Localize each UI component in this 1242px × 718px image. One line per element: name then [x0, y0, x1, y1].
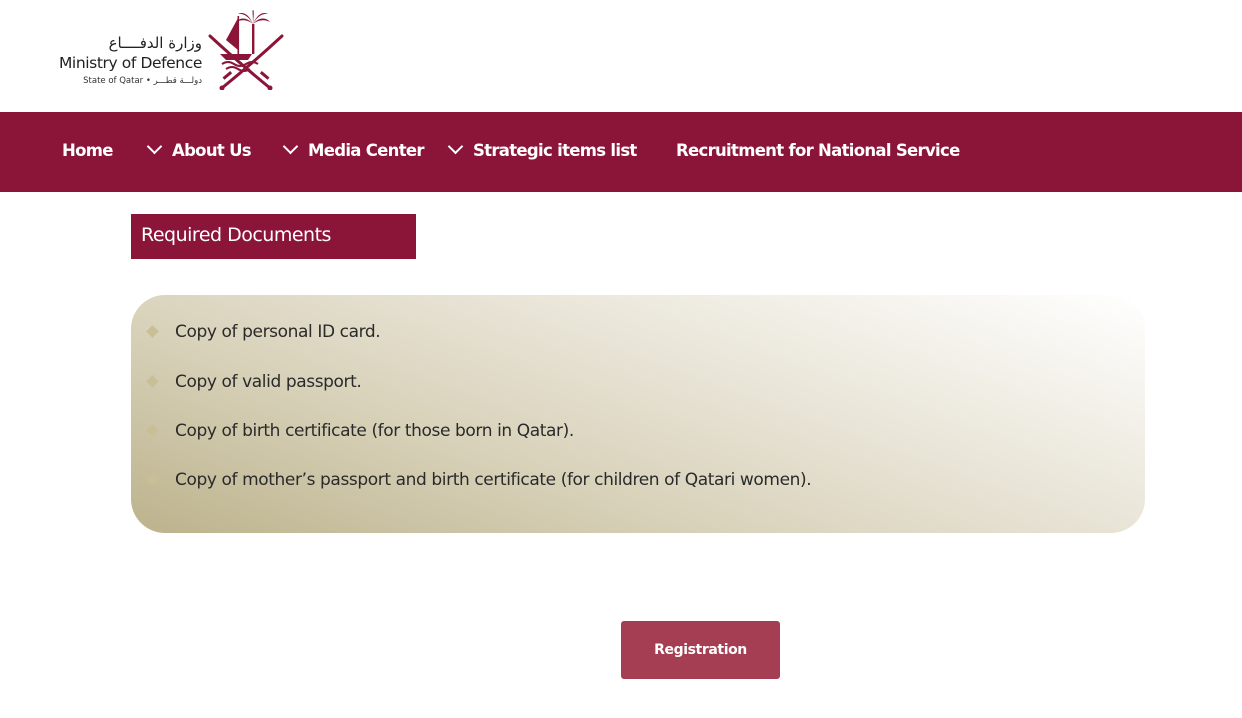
diamond-bullet-icon — [146, 473, 159, 486]
main-navigation — [0, 112, 1242, 192]
diamond-bullet-icon — [146, 375, 159, 388]
document-text: Copy of birth certificate (for those born in Qatar). — [175, 421, 574, 441]
nav-item-label: Strategic items list — [473, 141, 637, 160]
document-text: Copy of personal ID card. — [175, 322, 381, 342]
nav-item-home[interactable] — [62, 112, 113, 192]
qatar-emblem-icon — [208, 10, 284, 90]
nav-item-label: Recruitment for National Service — [676, 141, 960, 160]
nav-item-label: About Us — [172, 141, 251, 160]
document-text: Copy of mother’s passport and birth certificate (for children of Qatari women). — [175, 470, 812, 490]
chevron-down-icon — [448, 139, 464, 155]
nav-item-recruitment[interactable] — [676, 112, 960, 192]
registration-button[interactable]: Registration — [621, 621, 780, 679]
nav-item-label: Home — [62, 141, 113, 160]
ministry-logo[interactable] — [58, 10, 284, 90]
logo-subtitle: State of Qatar • دولـــة قطـــر — [83, 76, 202, 86]
logo-english-name: Ministry of Defence — [58, 54, 202, 72]
chevron-down-icon — [147, 139, 163, 155]
diamond-bullet-icon — [146, 424, 159, 437]
nav-item-about-us[interactable] — [149, 112, 251, 192]
nav-item-media-center[interactable] — [285, 112, 424, 192]
logo-arabic-name: وزارة الدفــــاع — [108, 34, 202, 52]
nav-item-label: Media Center — [308, 141, 424, 160]
document-text: Copy of valid passport. — [175, 372, 362, 392]
nav-item-strategic-items-list[interactable] — [450, 112, 637, 192]
section-title: Required Documents — [131, 214, 416, 259]
required-documents-box — [131, 295, 1145, 533]
site-header — [0, 0, 1242, 112]
chevron-down-icon — [283, 139, 299, 155]
logo-text-block — [58, 10, 204, 90]
diamond-bullet-icon — [146, 325, 159, 338]
